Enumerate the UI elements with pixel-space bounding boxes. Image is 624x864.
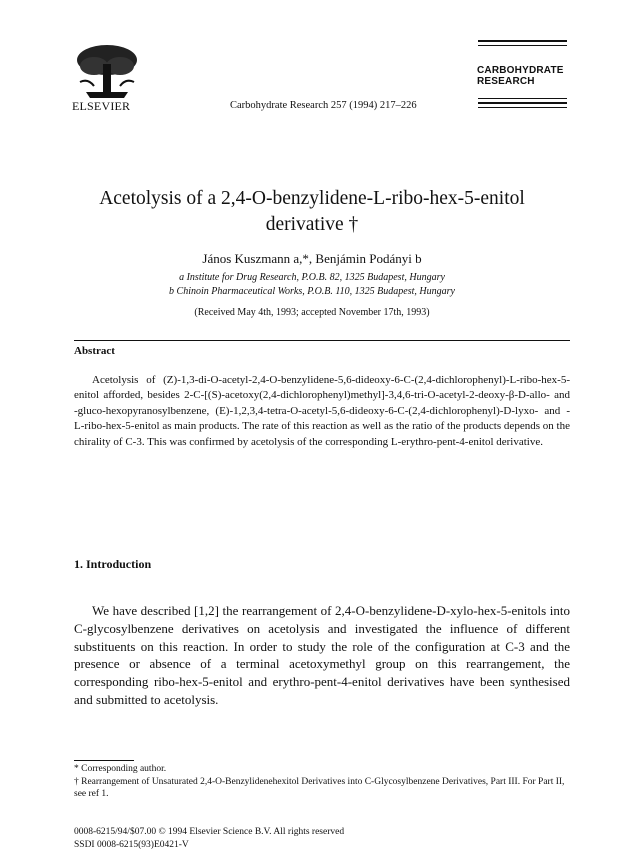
affiliation-b: b Chinoin Pharmaceutical Works, P.O.B. 110, 1325 Budapest, Hungary [169,286,455,297]
header-rule [478,102,567,104]
header-rule [478,107,567,108]
header-rule [478,98,567,99]
footnote-corresponding: * Corresponding author. [74,764,167,774]
footnote-rule [74,760,134,761]
footnotes [74,763,570,801]
publisher-name: ELSEVIER [72,99,131,113]
article-title [60,186,564,238]
header-rule [478,40,567,42]
affiliation-a: a Institute for Drug Research, P.O.B. 82, 1325 Budapest, Hungary [179,272,445,283]
journal-citation: Carbohydrate Research 257 (1994) 217–226 [230,100,417,111]
introduction-paragraph: We have described [1,2] the rearrangement of 2,4-O-benzylidene-D-xylo-hex-5-enitols into C-glycosylbenzene derivatives on acetolysis and investigated the influence of different substituents on this reaction. In order to study the role of the configuration at C-3 and the presence or absence of a terminal acetoxymethyl group on this rearrangement, the corresponding ribo-hex-5-enitol and erythro-pent-4-enitol derivatives have been synthesised and submitted to acetolysis. [74,603,570,707]
elsevier-tree-logo [74,42,140,98]
received-dates: (Received May 4th, 1993; accepted November 17th, 1993) [194,307,430,318]
author-list: János Kuszmann a,*, Benjámin Podányi b [202,251,422,266]
introduction-text [74,602,570,709]
footnote-dagger: † Rearrangement of Unsaturated 2,4-O-Benzylidenehexitol Derivatives into C-Glycosylbenzene Derivatives, Part III. For Part II, see ref 1. [74,776,565,799]
abstract-heading: Abstract [74,345,115,357]
journal-name-line1: CARBOHYDRATE [477,65,564,76]
abstract-paragraph: Acetolysis of (Z)-1,3-di-O-acetyl-2,4-O-benzylidene-5,6-dideoxy-6-C-(2,4-dichlorophenyl)-L-ribo-hex-5-enitol afforded, besides 2-C-[(S)-acetoxy(2,4-dichlorophenyl)methyl]-3,4,6-tri-O-acetyl-2-deoxy-β-D-allo- and -gluco-hexopyranosylbenzene, (E)-1,2,3,4-tetra-O-acetyl-5,6-dideoxy-6-C-(2,4-dichlorophenyl)-D-lyxo- and -L-ribo-hex-5-enitol as main products. The rate of this reaction as well as the ratio of the products depends on the chirality of C-3. This was confirmed by acetolysis of the corresponding L-erythro-pent-4-enitol derivative. [74,374,570,448]
article-title-line2: derivative † [265,214,359,235]
abstract-text [74,373,570,450]
abstract-rule [74,340,570,341]
ssdi-line: SSDI 0008-6215(93)E0421-V [74,840,189,850]
journal-name-line2: RESEARCH [477,76,535,87]
copyright-line: 0008-6215/94/$07.00 © 1994 Elsevier Science B.V. All rights reserved [74,827,345,837]
journal-name [477,65,564,87]
article-title-line1: Acetolysis of a 2,4-O-benzylidene-L-ribo-hex-5-enitol [99,188,525,209]
header-rule [478,45,567,46]
section-heading-introduction: 1. Introduction [74,557,152,571]
